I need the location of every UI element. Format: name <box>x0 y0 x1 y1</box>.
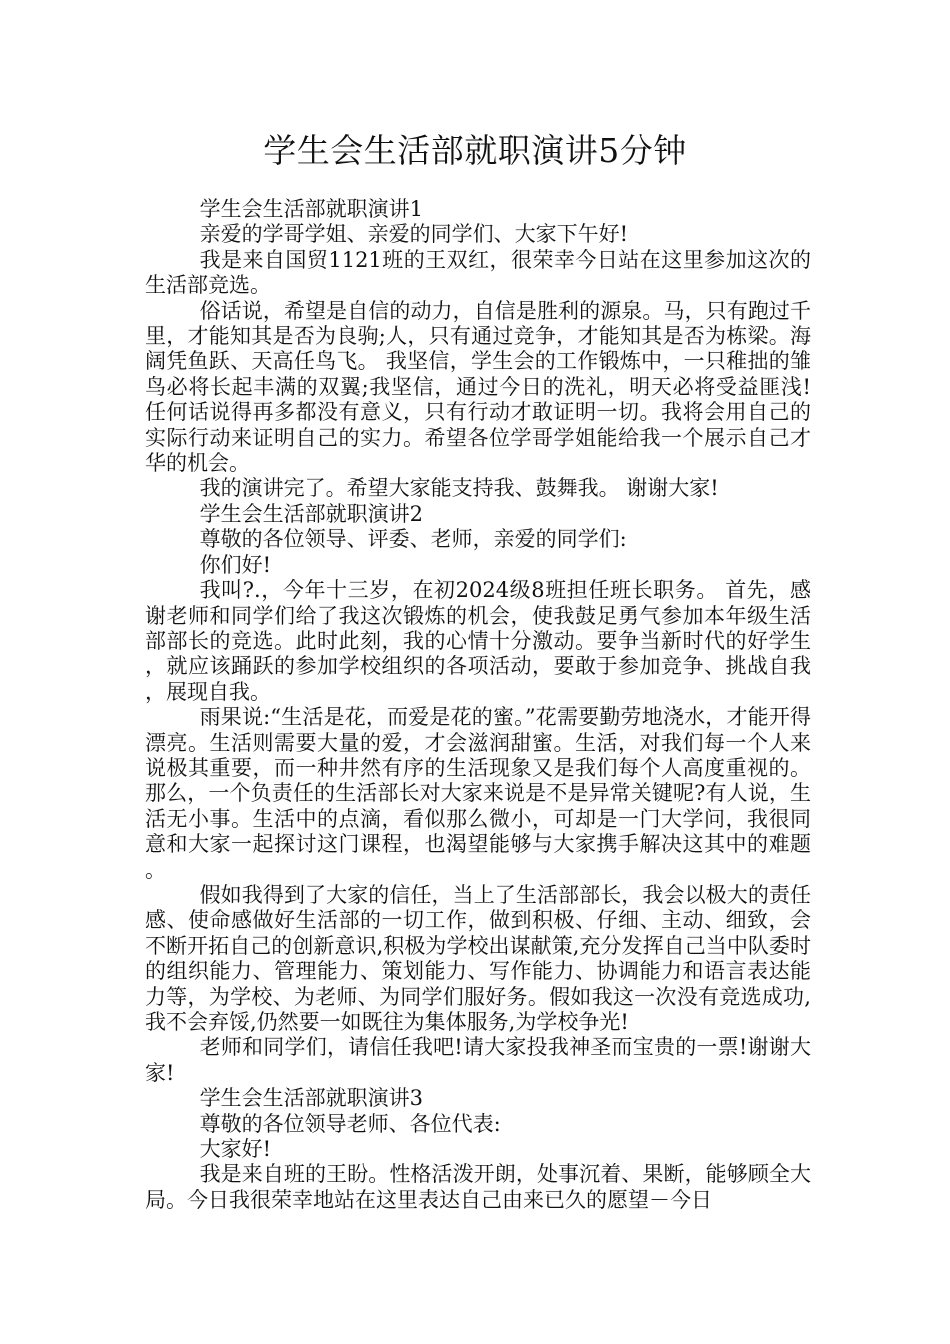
paragraph: 我是来自国贸1121班的王双红，很荣幸今日站在这里参加这次的生活部竞选。 <box>145 247 811 298</box>
paragraph: 我叫?.，今年十三岁，在初2024级8班担任班长职务。 首先，感谢老师和同学们给了我这次锻炼的机会，使我鼓足勇气参加本年级生活部部长的竞选。此时此刻，我的心情十分激动。要争当新时代的好学生，就应该踊跃的参加学校组织的各项活动，要敢于参加竞争、挑战自我，展现自我。 <box>145 578 811 704</box>
section-heading-3: 学生会生活部就职演讲3 <box>199 1086 423 1111</box>
paragraph: 你们好! <box>199 552 272 577</box>
paragraph: 尊敬的各位领导老师、各位代表: <box>199 1111 501 1136</box>
paragraph: 老师和同学们，请信任我吧!请大家投我神圣而宝贵的一票!谢谢大家! <box>145 1035 811 1085</box>
document-body <box>145 197 811 1213</box>
section-heading-2: 学生会生活部就职演讲2 <box>199 501 423 526</box>
paragraph: 雨果说:“生活是花，而爱是花的蜜。”花需要勤劳地浇水，才能开得漂亮。生活则需要大量的爱，才会滋润甜蜜。生活，对我们每一个人来说极其重要，而一种井然有序的生活现象又是我们每个人高度重视的。那么，一个负责任的生活部长对大家来说是不是异常关键呢?有人说，生活无小事。生活中的点滴，看似那么微小，可却是一门大学问，我很同意和大家一起探讨这门课程，也渴望能够与大家携手解决这其中的难题。 <box>145 705 811 882</box>
paragraph: 大家好! <box>199 1137 272 1162</box>
section-heading-1: 学生会生活部就职演讲1 <box>199 197 423 221</box>
paragraph: 我是来自班的王盼。性格活泼开朗，处事沉着、果断，能够顾全大局。今日我很荣幸地站在这里表达自己由来已久的愿望－今日 <box>145 1162 811 1212</box>
paragraph: 尊敬的各位领导、评委、老师，亲爱的同学们: <box>199 527 627 552</box>
paragraph: 亲爱的学哥学姐、亲爱的同学们、大家下午好! <box>199 222 629 247</box>
paragraph: 我的演讲完了。希望大家能支持我、鼓舞我。 谢谢大家! <box>199 476 719 501</box>
document-title: 学生会生活部就职演讲5分钟 <box>263 131 687 170</box>
paragraph: 俗话说，希望是自信的动力，自信是胜利的源泉。马，只有跑过千里，才能知其是否为良驹;人，只有通过竞争，才能知其是否为栋梁。海阔凭鱼跃、天高任鸟飞。 我坚信，学生会的工作锻炼中，一只稚拙的雏鸟必将长起丰满的双翼;我坚信，通过今日的洗礼，明天必将受益匪浅!任何话说得再多都没有意义，只有行动才敢证明一切。我将会用自己的实际行动来证明自己的实力。希望各位学哥学姐能给我一个展示自己才华的机会。 <box>145 298 811 476</box>
paragraph: 假如我得到了大家的信任，当上了生活部部长，我会以极大的责任感、使命感做好生活部的一切工作，做到积极、仔细、主动、细致，会不断开拓自己的创新意识,积极为学校出谋献策,充分发挥自己当中队委时的组织能力、管理能力、策划能力、写作能力、协调能力和语言表达能力等，为学校、为老师、为同学们服好务。假如我这一次没有竞选成功,我不会弃馁,仍然要一如既往为集体服务,为学校争光! <box>145 882 811 1034</box>
